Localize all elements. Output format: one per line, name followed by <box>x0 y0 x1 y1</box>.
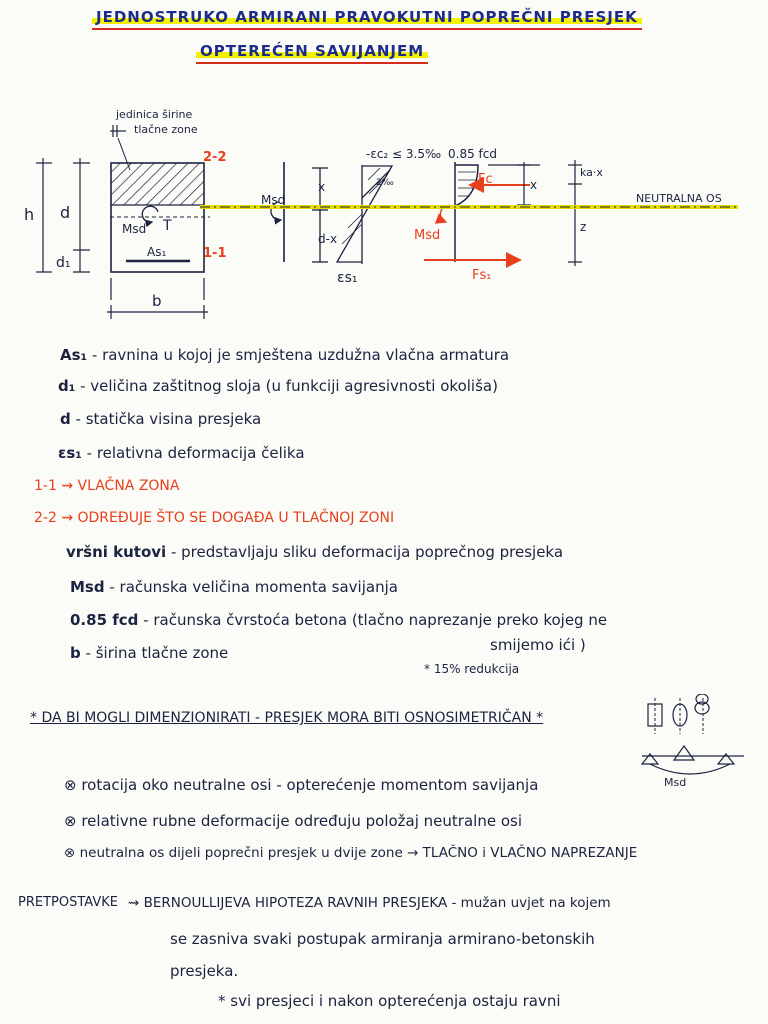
def-fcd-cont: smijemo ići ) <box>490 636 586 654</box>
label-d1: d₁ <box>56 255 71 271</box>
page-title-line1: JEDNOSTRUKO ARMIRANI PRAVOKUTNI POPREČNI PRESJEK <box>92 8 642 26</box>
bullet-marker-icon: ⊗ <box>64 776 82 794</box>
label-085fcd: 0.85 fcd <box>448 147 497 161</box>
assumptions-line4: * svi presjeci i nakon opterećenja ostaju ravni <box>218 992 561 1010</box>
force-arrows <box>424 185 530 260</box>
label-d-minus-x: d-x <box>318 232 338 246</box>
symmetric-requirement: * DA BI MOGLI DIMENZIONIRATI - PRESJEK MORA BITI OSNOSIMETRIČAN * <box>30 710 544 726</box>
zone-2-2: 2-2 ⇝ ODREĐUJE ŠTO SE DOGAĐA U TLAČNOJ ZONI <box>34 510 395 526</box>
bullet-marker-icon: ⊗ <box>64 845 80 861</box>
label-d: d <box>60 203 71 222</box>
label-x: x <box>318 180 326 194</box>
def-msd: Msd - računska veličina momenta savijanja <box>70 578 398 596</box>
bullet-3: ⊗ neutralna os dijeli poprečni presjek u dvije zone → TLAČNO i VLAČNO NAPREZANJE <box>64 845 638 861</box>
label-Fs1: Fs₁ <box>472 268 492 283</box>
stress-diagram <box>440 162 478 262</box>
bullet-1: ⊗ rotacija oko neutralne osi - opterećenje momentom savijanja <box>64 776 539 794</box>
def-085fcd: 0.85 fcd - računska čvrstoća betona (tlačno naprezanje preko kojeg ne <box>70 611 608 629</box>
label-strain-top: -εc₂ ≤ 3.5‰ <box>366 147 442 161</box>
zone-1-1: 1-1 ⇝ VLAČNA ZONA <box>34 478 180 494</box>
label-Msd-red: Msd <box>414 228 441 243</box>
def-b: b - širina tlačne zone <box>70 644 229 662</box>
label-msd-left: Msd <box>122 222 147 236</box>
assumptions-line3: presjeka. <box>170 962 239 980</box>
label-x-right: x <box>530 178 538 192</box>
def-vrsni-kutovi: vršni kutovi - predstavljaju sliku deformacija poprečnog presjeka <box>66 543 564 561</box>
side-msd-label: Msd <box>664 776 687 789</box>
label-As1: As₁ <box>147 245 167 259</box>
height-dimension <box>36 158 52 272</box>
d-dimension <box>73 158 90 272</box>
def-eps-s1: εs₁ - relativna deformacija čelika <box>58 444 305 462</box>
label-h: h <box>24 205 35 224</box>
page-title-line2: OPTEREĆEN SAVIJANJEM <box>196 42 428 60</box>
label-Fc: Fc <box>478 172 493 187</box>
symmetric-shapes-sketch <box>640 694 750 790</box>
bullet-2: ⊗ relativne rubne deformacije određuju položaj neutralne osi <box>64 812 522 830</box>
label-eps-s1: εs₁ <box>337 270 358 286</box>
assumptions-label: PRETPOSTAVKE <box>18 895 118 910</box>
label-ka-x: ka·x <box>580 166 603 179</box>
label-msd-mid: Msd <box>261 193 286 207</box>
label-zone-2-2: 2-2 <box>203 150 227 165</box>
bullet-marker-icon: ⊗ <box>64 812 82 830</box>
label-T: T <box>163 218 172 234</box>
assumptions-line1: ⇝ BERNOULLIJEVA HIPOTEZA RAVNIH PRESJEKA - mužan uvjet na kojem <box>128 895 611 911</box>
cross-section-diagram <box>0 0 768 330</box>
right-dimensions <box>488 160 582 266</box>
side-view <box>271 162 284 262</box>
label-strain-2: 2‰ <box>376 178 394 188</box>
unit-width-label-1: jedinica širine <box>116 108 193 121</box>
unit-width-label-2: tlačne zone <box>134 123 198 136</box>
def-d: d - statička visina presjeka <box>60 410 262 428</box>
def-d1: d₁ - veličina zaštitnog sloja (u funkciji agresivnosti okoliša) <box>58 377 498 395</box>
fcd-reduction-note: * 15% redukcija <box>424 662 520 676</box>
def-as1: As₁ - ravnina u kojoj je smještena uzdužna vlačna armatura <box>60 346 510 364</box>
label-z: z <box>580 220 587 234</box>
label-b: b <box>152 292 162 310</box>
assumptions-line2: se zasniva svaki postupak armiranja armirano-betonskih <box>170 930 595 948</box>
neutral-axis-label: NEUTRALNA OS <box>636 192 722 205</box>
label-zone-1-1: 1-1 <box>203 246 227 261</box>
